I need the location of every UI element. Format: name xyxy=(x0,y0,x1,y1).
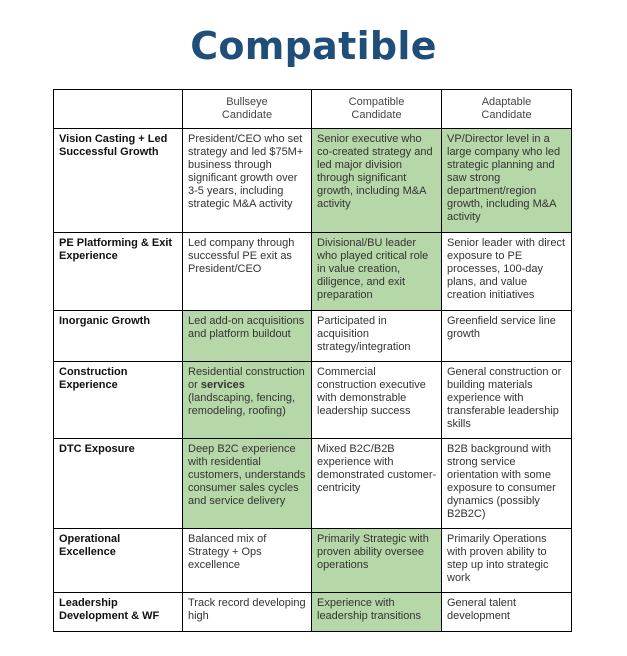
cell-adaptable: General talent development xyxy=(442,593,572,632)
candidate-comparison-table xyxy=(53,89,572,632)
cell-compatible: Participated in acquisition strategy/integration xyxy=(312,311,442,362)
column-header-bullseye: Bullseye Candidate xyxy=(183,90,312,129)
cell-bullseye: Led company through successful PE exit as President/CEO xyxy=(183,233,312,311)
table-row xyxy=(54,593,572,632)
cell-bullseye: Led add-on acquisitions and platform buildout xyxy=(183,311,312,362)
cell-compatible: Experience with leadership transitions xyxy=(312,593,442,632)
cell-compatible: Commercial construction executive with demonstrable leadership success xyxy=(312,362,442,439)
row-label: PE Platforming & Exit Experience xyxy=(54,233,183,311)
table-row xyxy=(54,311,572,362)
cell-adaptable: B2B background with strong service orientation with some exposure to consumer dynamics (possibly B2B2C) xyxy=(442,439,572,529)
cell-compatible: Mixed B2C/B2B experience with demonstrated customer-centricity xyxy=(312,439,442,529)
cell-compatible: Primarily Strategic with proven ability oversee operations xyxy=(312,529,442,593)
cell-adaptable: Senior leader with direct exposure to PE processes, 100-day plans, and value creation initiatives xyxy=(442,233,572,311)
cell-bullseye: Residential construction or services (landscaping, fencing, remodeling, roofing) xyxy=(183,362,312,439)
cell-bullseye: Deep B2C experience with residential customers, understands consumer sales cycles and service delivery xyxy=(183,439,312,529)
table-row xyxy=(54,362,572,439)
row-label: Leadership Development & WF xyxy=(54,593,183,632)
cell-bullseye: Track record developing high xyxy=(183,593,312,632)
table-row xyxy=(54,129,572,233)
cell-adaptable: Greenfield service line growth xyxy=(442,311,572,362)
corner-cell xyxy=(54,90,183,129)
cell-compatible: Senior executive who co-created strategy and led major division through significant growth, including M&A activity xyxy=(312,129,442,233)
column-header-compatible: Compatible Candidate xyxy=(312,90,442,129)
row-label: Vision Casting + Led Successful Growth xyxy=(54,129,183,233)
row-label: Inorganic Growth xyxy=(54,311,183,362)
row-label: Operational Excellence xyxy=(54,529,183,593)
header-row xyxy=(54,90,572,129)
cell-adaptable: Primarily Operations with proven ability to step up into strategic work xyxy=(442,529,572,593)
row-label: Construction Experience xyxy=(54,362,183,439)
table-row xyxy=(54,233,572,311)
table-row xyxy=(54,529,572,593)
column-header-adaptable: Adaptable Candidate xyxy=(442,90,572,129)
cell-bullseye: President/CEO who set strategy and led $75M+ business through significant growth over 3-5 years, including strategic M&A activity xyxy=(183,129,312,233)
cell-bullseye: Balanced mix of Strategy + Ops excellence xyxy=(183,529,312,593)
page-title: Compatible xyxy=(190,24,437,68)
cell-adaptable: General construction or building materials experience with transferable leadership skills xyxy=(442,362,572,439)
cell-compatible: Divisional/BU leader who played critical role in value creation, diligence, and exit preparation xyxy=(312,233,442,311)
row-label: DTC Exposure xyxy=(54,439,183,529)
table-row xyxy=(54,439,572,529)
cell-adaptable: VP/Director level in a large company who led strategic planning and saw strong department/region growth, including M&A activity xyxy=(442,129,572,233)
